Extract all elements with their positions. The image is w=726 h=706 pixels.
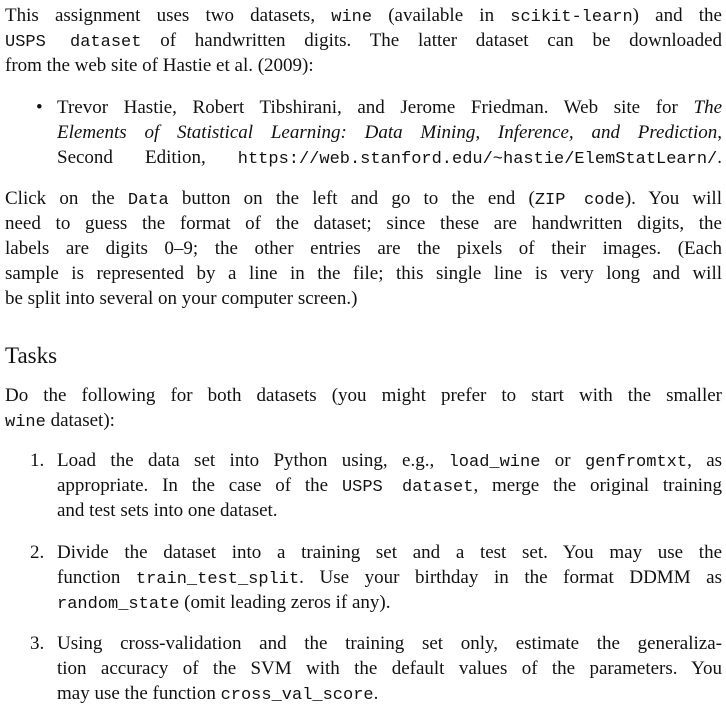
text: be split into several on your computer screen.): [5, 288, 358, 309]
text: . Use your birthday in the format DDMM as: [299, 567, 722, 588]
text: , as: [687, 450, 722, 471]
task-line: [57, 473, 722, 498]
text: Trevor Hastie, Robert Tibshirani, and Jerome Friedman. Web site for: [57, 97, 694, 118]
paragraph-line: [5, 236, 722, 261]
task-number: 2.: [30, 542, 45, 563]
intro-line: [5, 3, 722, 28]
text: dataset):: [45, 410, 115, 431]
text: ,: [717, 122, 722, 143]
text: (available in: [372, 5, 511, 26]
code-text: load_wine: [448, 453, 541, 472]
task-line: [57, 448, 722, 473]
code-text: cross_val_score: [220, 686, 374, 705]
task-line: [57, 631, 722, 656]
paragraph-line: [5, 186, 722, 211]
task-line: [57, 681, 722, 706]
task-line: [57, 540, 722, 565]
code-text: scikit-learn: [510, 8, 633, 27]
text: This assignment uses two datasets,: [5, 5, 332, 26]
paragraph-line: [5, 211, 722, 236]
intro-line: [5, 28, 722, 53]
text: labels are digits 0–9; the other entries are the pixels of their images. (Each: [5, 238, 722, 259]
code-text: genfromtxt: [585, 453, 688, 472]
italic-text: Elements of Statistical Learning: Data Mining, Inference, and Prediction: [57, 122, 718, 143]
text: .: [717, 147, 722, 168]
text: ) and the: [632, 5, 722, 26]
paragraph-line: [5, 286, 722, 311]
text: appropriate. In the case of the: [57, 475, 342, 496]
task-line: [57, 498, 722, 523]
reference-line: [57, 95, 722, 120]
task-number: 3.: [30, 633, 45, 654]
text: may use the function: [57, 683, 221, 704]
text: Do the following for both datasets (you might prefer to start with the smaller: [5, 385, 722, 406]
bullet-icon: •: [36, 97, 43, 118]
text: of handwritten digits. The latter dataset can be downloaded: [141, 30, 722, 51]
task-line: [57, 656, 722, 681]
task-line: [57, 565, 722, 590]
text: Divide the dataset into a training set and a test set. You may use the: [57, 542, 722, 563]
code-text: https://web.stanford.edu/~hastie/ElemStatLearn/: [237, 150, 718, 169]
text: (omit leading zeros if any).: [179, 592, 391, 613]
text: or: [540, 450, 586, 471]
reference-line: [57, 145, 722, 170]
code-text: wine: [5, 413, 46, 432]
text: sample is represented by a line in the file; this single line is very long and will: [5, 263, 722, 284]
text: .: [373, 683, 379, 704]
text: function: [57, 567, 136, 588]
task-number: 1.: [30, 450, 45, 471]
task-line: [57, 590, 722, 615]
text: Load the data set into Python using, e.g.,: [57, 450, 449, 471]
code-text: wine: [331, 8, 373, 27]
tasks-intro-line: [5, 408, 722, 433]
code-text: random_state: [57, 595, 180, 614]
italic-text: The: [693, 97, 722, 118]
code-text: USPS dataset: [341, 478, 474, 497]
intro-line: [5, 53, 722, 78]
code-text: ZIP code: [534, 191, 625, 210]
text: Second Edition,: [57, 147, 238, 168]
tasks-intro-line: [5, 383, 722, 408]
section-heading-tasks: Tasks: [5, 343, 58, 368]
text: and test sets into one dataset.: [57, 500, 278, 521]
text: from the web site of Hastie et al. (2009):: [5, 55, 314, 76]
text: , merge the original training: [473, 475, 722, 496]
text: button on the left and go to the end (: [168, 188, 535, 209]
code-text: Data: [127, 191, 169, 210]
code-text: USPS dataset: [5, 33, 142, 52]
text: ). You will: [624, 188, 722, 209]
text: Click on the: [5, 188, 128, 209]
paragraph-line: [5, 261, 722, 286]
reference-line: [57, 120, 722, 145]
text: Using cross-validation and the training set only, estimate the generaliza-: [57, 633, 722, 654]
text: tion accuracy of the SVM with the default values of the parameters. You: [57, 658, 722, 679]
code-text: train_test_split: [135, 570, 300, 589]
text: need to guess the format of the dataset; since these are handwritten digits, the: [5, 213, 722, 234]
